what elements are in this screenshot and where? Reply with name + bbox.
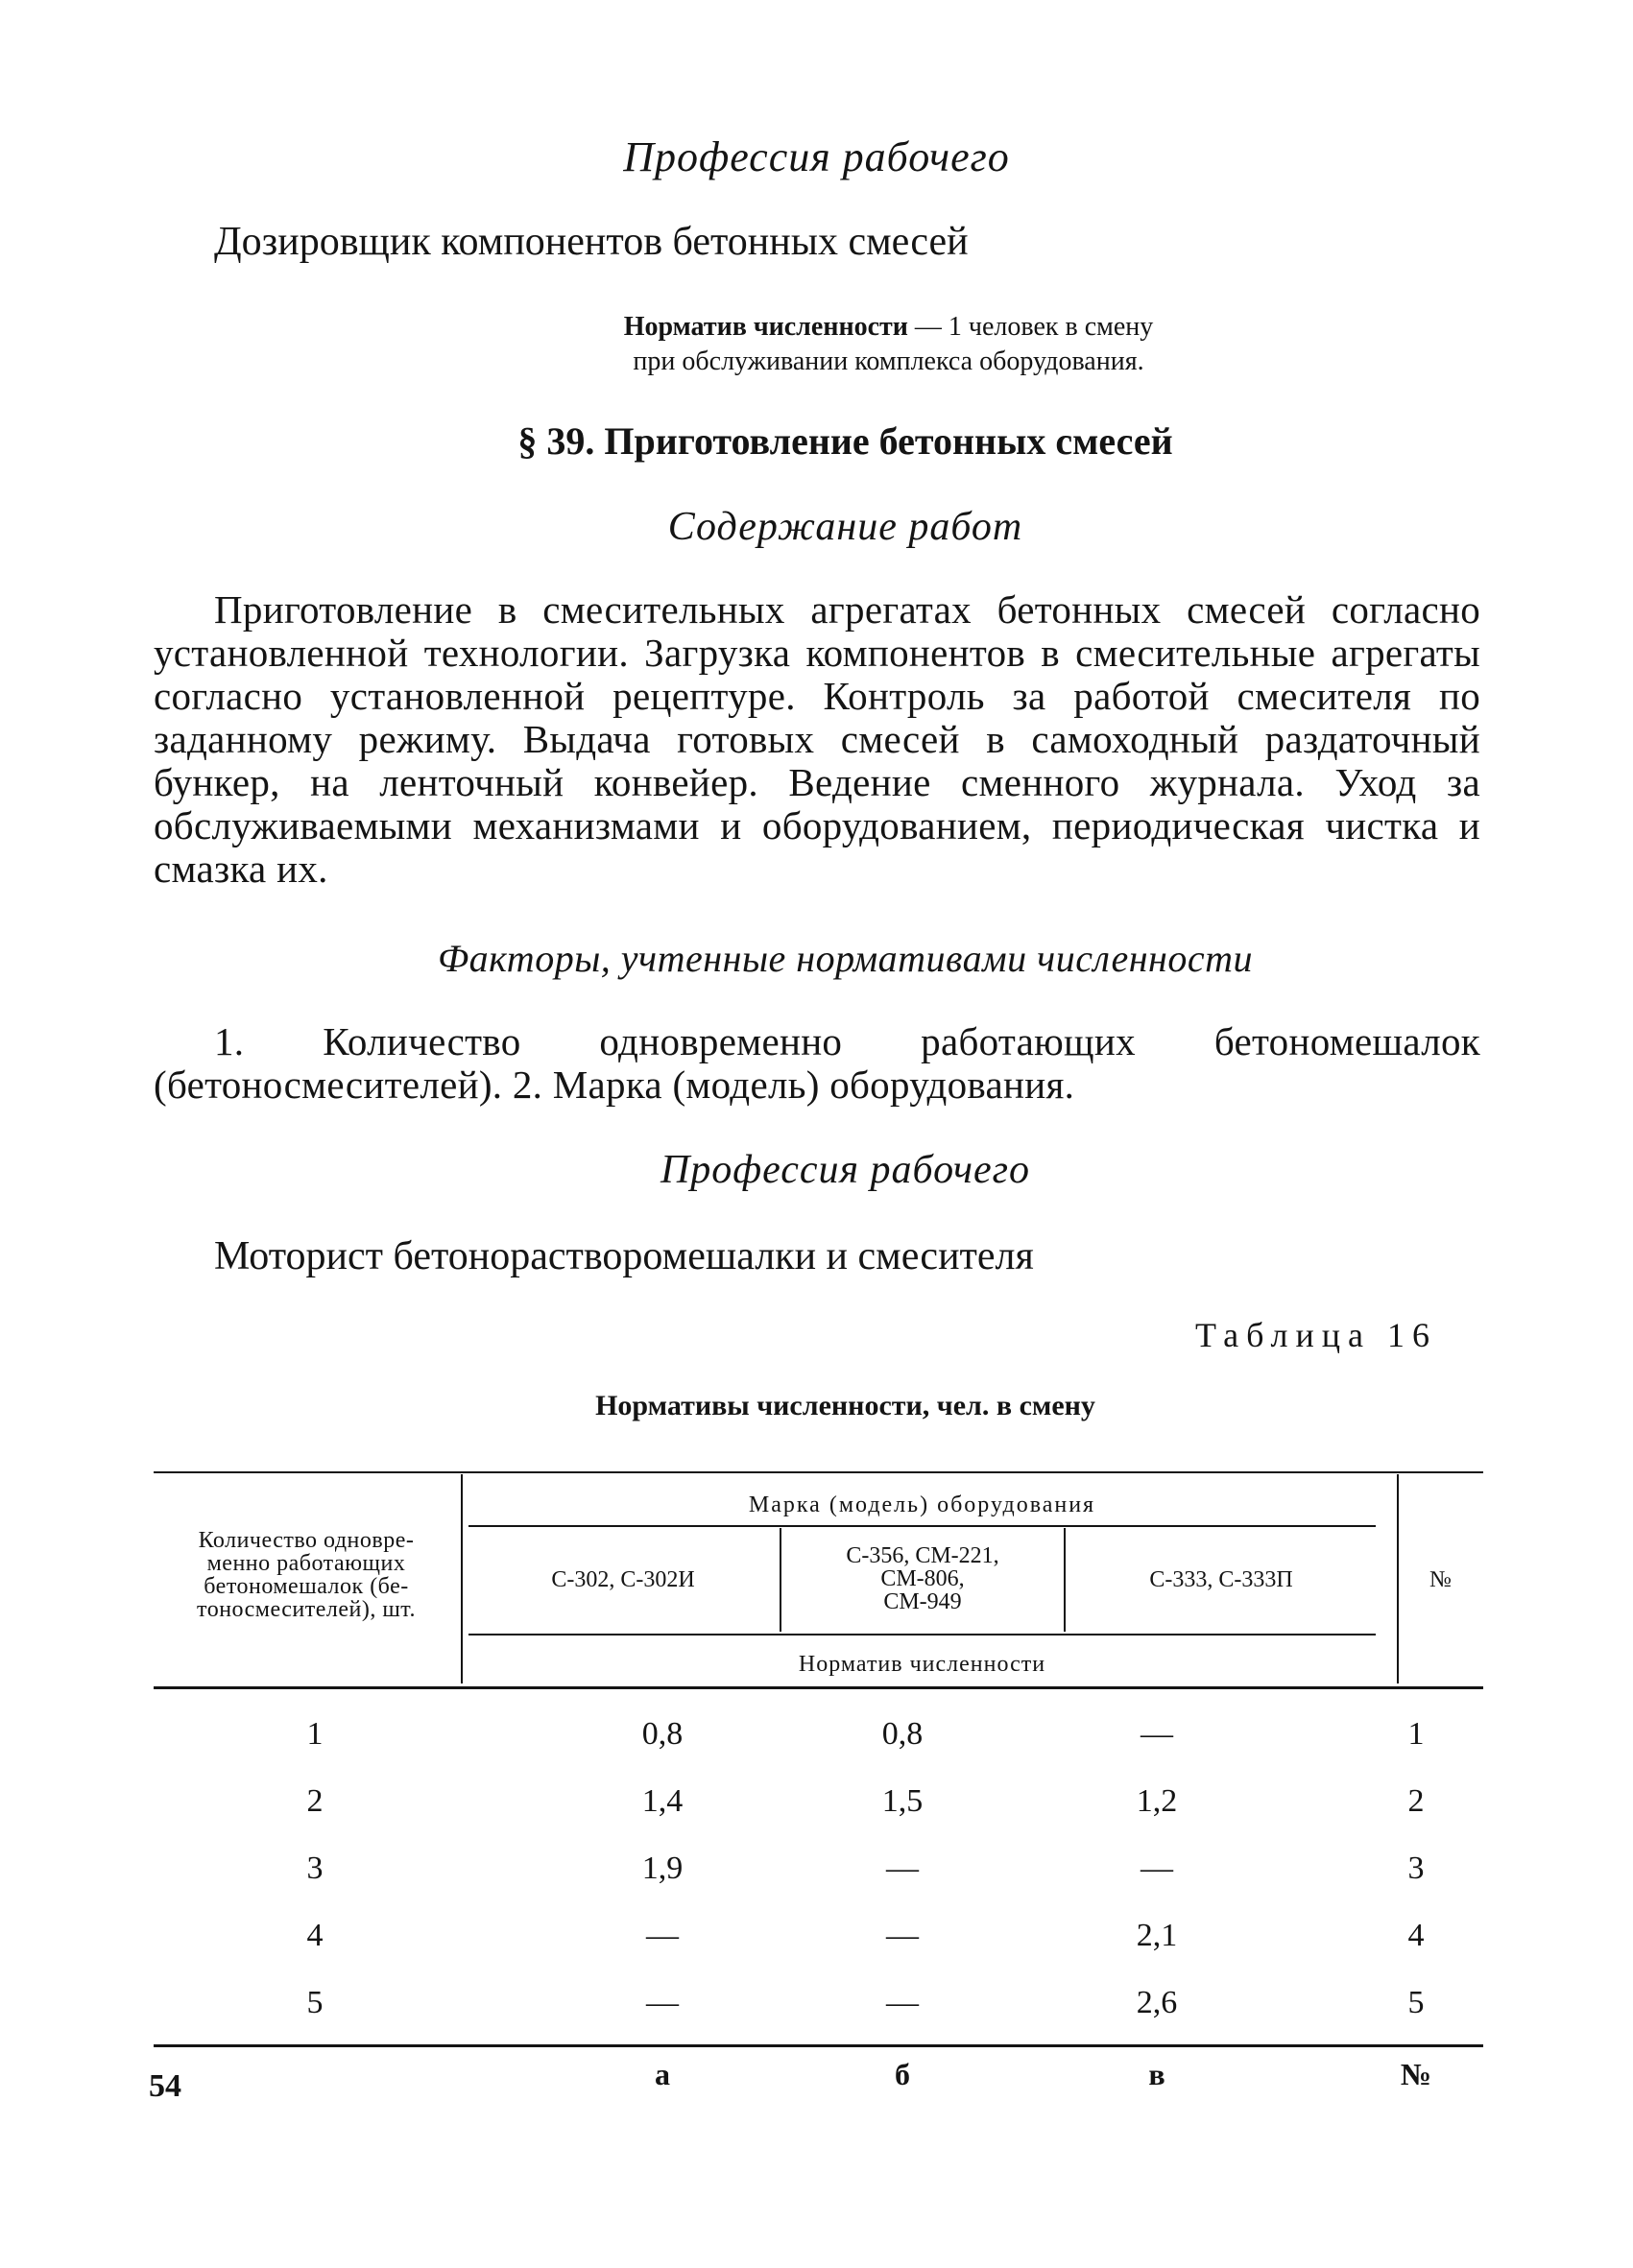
table-cell: — xyxy=(1141,1716,1173,1752)
table-cell: — xyxy=(1141,1850,1173,1886)
norm-note xyxy=(0,310,1633,379)
table-cell: 1 xyxy=(306,1716,324,1752)
table-cell: 2 xyxy=(1407,1783,1425,1819)
factors-body: 1. Количество одновременно работающих бетономешалок (бетоносмесителей). 2. Марка (модель) оборудования. xyxy=(154,1019,1480,1107)
table-cell: 2,6 xyxy=(1136,1985,1178,2020)
col-b-header xyxy=(782,1544,1063,1613)
norm-note-line-1 xyxy=(0,310,1633,345)
col-b-header-line: СМ-949 xyxy=(883,1589,962,1614)
table-cell: 1,4 xyxy=(641,1783,684,1819)
col-b-header-line: С-356, СМ-221, xyxy=(846,1543,999,1568)
table-vline-rowhdr xyxy=(461,1474,463,1683)
table-row-header xyxy=(156,1529,456,1621)
table-vline-bc xyxy=(1064,1528,1066,1632)
table-cell: 4 xyxy=(306,1918,324,1953)
profession-heading-2: Профессия рабочего xyxy=(660,1148,1031,1192)
norm-note-line-2: при обслуживании комплекса оборудования. xyxy=(633,346,1144,376)
sub-header: Норматив численности xyxy=(798,1652,1046,1677)
table-footer-cell: № xyxy=(1400,2057,1432,2091)
table-label: Таблица 16 xyxy=(1195,1316,1437,1354)
row-header-line: тоносмесителей), шт. xyxy=(197,1597,416,1622)
table-cell: 3 xyxy=(1407,1850,1425,1886)
table-footer-cell: в xyxy=(1148,2057,1165,2091)
col-a-header: С-302, С-302И xyxy=(551,1567,695,1592)
page-number: 54 xyxy=(149,2068,181,2104)
table-cell: 1,5 xyxy=(881,1783,924,1819)
num-header: № xyxy=(1429,1567,1452,1592)
table-footer-cell: б xyxy=(895,2057,910,2091)
worker-title-1: Дозировщик компонентов бетонных смесей xyxy=(214,220,969,264)
table-cell: 1 xyxy=(1407,1716,1425,1752)
table-cell: 1,2 xyxy=(1136,1783,1178,1819)
col-b-header-line: СМ-806, xyxy=(880,1566,965,1591)
table-cell: 2 xyxy=(306,1783,324,1819)
col-c-header: С-333, С-333П xyxy=(1149,1567,1293,1592)
table-vline-ab xyxy=(780,1528,781,1632)
table-cell: 4 xyxy=(1407,1918,1425,1953)
factors-heading: Факторы, учтенные нормативами численности xyxy=(437,937,1254,980)
table-cell: 2,1 xyxy=(1136,1918,1178,1953)
row-header-line: Количество одновре- xyxy=(198,1528,415,1553)
section-title: § 39. Приготовление бетонных смесей xyxy=(517,419,1173,463)
table-bottom-rule xyxy=(154,2044,1483,2047)
content-heading: Содержание работ xyxy=(667,505,1023,549)
table-top-rule xyxy=(154,1471,1483,1473)
table-cell: 0,8 xyxy=(641,1716,684,1752)
row-header-line: менно работающих xyxy=(206,1551,406,1576)
table-cell: — xyxy=(886,1985,919,2020)
row-header-line: бетономешалок (бе- xyxy=(204,1574,409,1599)
table-title: Нормативы численности, чел. в смену xyxy=(595,1390,1095,1421)
table-cell: — xyxy=(646,1918,679,1953)
table-sub-rule xyxy=(468,1634,1376,1635)
table-group-rule xyxy=(468,1525,1376,1527)
worker-title-2: Моторист бетонорастворомешалки и смесителя xyxy=(214,1234,1034,1278)
profession-heading-1: Профессия рабочего xyxy=(623,133,1010,180)
table-cell: 3 xyxy=(306,1850,324,1886)
table-cell: 0,8 xyxy=(881,1716,924,1752)
norm-note-rest: — 1 человек в смену xyxy=(907,312,1154,342)
table-cell: 5 xyxy=(306,1985,324,2020)
group-header: Марка (модель) оборудования xyxy=(748,1492,1096,1517)
table-cell: — xyxy=(886,1918,919,1953)
table-cell: — xyxy=(886,1850,919,1886)
table-footer-cell: а xyxy=(655,2057,670,2091)
content-body: Приготовление в смесительных агрегатах бетонных смесей согласно установленной технологии. Загрузка компонентов в смесительные агрегаты согласно установленной рецептуре. Контроль за работой смесителя по заданному режиму. Выдача готовых смесей в самоходный раздаточный бункер, на ленточный конвейер. Ведение сменного журнала. Уход за обслуживаемыми механизмами и оборудованием, периодическая чистка и смазка их. xyxy=(154,587,1480,891)
table-cell: 5 xyxy=(1407,1985,1425,2020)
norm-note-label: Норматив численности xyxy=(623,312,908,342)
table-vline-num xyxy=(1397,1474,1399,1683)
table-cell: 1,9 xyxy=(641,1850,684,1886)
table-cell: — xyxy=(646,1985,679,2020)
table-header-bottom-rule xyxy=(154,1686,1483,1689)
